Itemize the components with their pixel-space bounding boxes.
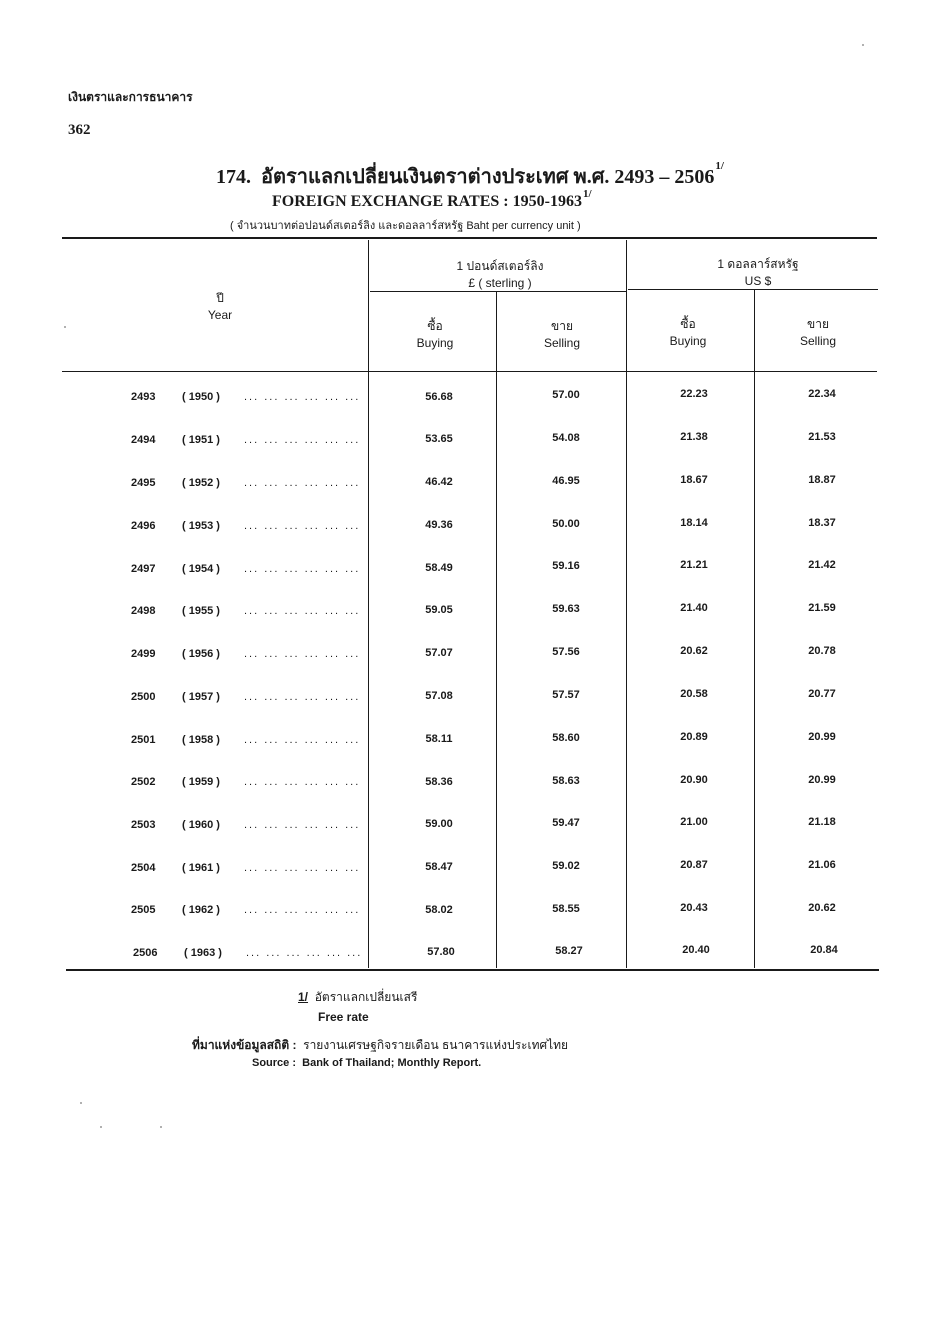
usd-buying-value: 20.90: [680, 774, 708, 786]
year-be: 2498: [131, 605, 156, 617]
gbp-selling-value: 50.00: [552, 518, 580, 530]
usd-buying-value: 20.40: [682, 944, 710, 956]
gbp-buying-value: 56.68: [425, 391, 453, 403]
gbp-selling-value: 59.02: [552, 860, 580, 872]
table-subtitle: ( จำนวนบาทต่อปอนด์สเตอร์ลิง และดอลลาร์สหรัฐ Baht per currency unit ): [230, 220, 581, 232]
year-be: 2500: [131, 691, 156, 703]
gbp-selling-value: 57.57: [552, 689, 580, 701]
subheader-english: Buying: [669, 334, 707, 348]
gbp-selling-value: 59.63: [552, 603, 580, 615]
usd-buying-value: 20.62: [680, 645, 708, 657]
source-text-english: Bank of Thailand; Monthly Report.: [302, 1057, 482, 1069]
title-thai-note: 1/: [715, 160, 724, 172]
leader-dots: ... ... ... ... ... ...: [244, 477, 361, 489]
leader-dots: ... ... ... ... ... ...: [244, 648, 361, 660]
usd-selling-value: 20.99: [808, 774, 836, 786]
gbp-buying-value: 57.07: [425, 647, 453, 659]
usd-selling-value: 18.87: [808, 474, 836, 486]
gbp-selling-value: 46.95: [552, 475, 580, 487]
group-header-sterling-thai: 1 ปอนด์สเตอร์ลิง: [456, 259, 544, 273]
gbp-selling-value: 58.60: [552, 732, 580, 744]
page-number: 362: [68, 122, 91, 138]
footnote-marker: 1/: [298, 990, 309, 1004]
table-bottom-rule: [66, 969, 879, 971]
gbp-buying-value: 58.49: [425, 562, 453, 574]
year-be: 2493: [131, 391, 156, 403]
source-label-thai: ที่มาแห่งข้อมูลสถิติ :: [192, 1038, 297, 1052]
subheader-english: Selling: [799, 334, 837, 348]
col-divider-usd: [626, 240, 627, 968]
year-ad: ( 1952 ): [182, 477, 220, 489]
source-label-english: Source :: [252, 1057, 297, 1069]
usd-selling-value: 21.59: [808, 602, 836, 614]
subheader-thai: ซื้อ: [427, 319, 443, 333]
usd-selling-value: 20.62: [808, 902, 836, 914]
usd-buying-value: 21.21: [680, 559, 708, 571]
gbp-buying-value: 59.00: [425, 818, 453, 830]
usd-selling-value: 21.42: [808, 559, 836, 571]
usd-buying-value: 18.67: [680, 474, 708, 486]
leader-dots: ... ... ... ... ... ...: [244, 563, 361, 575]
scan-speck: [100, 1126, 102, 1128]
year-be: 2506: [133, 947, 158, 959]
gbp-selling-value: 54.08: [552, 432, 580, 444]
leader-dots: ... ... ... ... ... ...: [244, 434, 361, 446]
leader-dots: ... ... ... ... ... ...: [244, 776, 361, 788]
gbp-buying-value: 58.47: [425, 861, 453, 873]
leader-dots: ... ... ... ... ... ...: [244, 605, 361, 617]
year-be: 2501: [131, 734, 156, 746]
usd-selling-value: 20.77: [808, 688, 836, 700]
gbp-selling-value: 59.47: [552, 817, 580, 829]
scan-speck: [64, 326, 66, 328]
leader-dots: ... ... ... ... ... ...: [244, 520, 361, 532]
year-ad: ( 1958 ): [182, 734, 220, 746]
scan-speck: [160, 1126, 162, 1128]
gbp-selling-value: 57.56: [552, 646, 580, 658]
usd-selling-value: 21.18: [808, 816, 836, 828]
source-thai-line: [192, 1036, 568, 1055]
year-header-thai: ปี: [216, 291, 224, 305]
usd-buying-value: 20.87: [680, 859, 708, 871]
group-header-dollar-english: US $: [744, 274, 772, 288]
gbp-buying-value: 46.42: [425, 476, 453, 488]
year-ad: ( 1960 ): [182, 819, 220, 831]
gbp-buying-value: 57.08: [425, 690, 453, 702]
gbp-selling-value: 59.16: [552, 560, 580, 572]
usd-buying-value: 20.43: [680, 902, 708, 914]
section-header: เงินตราและการธนาคาร: [68, 90, 193, 104]
source-english-line: [252, 1057, 481, 1069]
usd-buying-value: 20.89: [680, 731, 708, 743]
year-ad: ( 1955 ): [182, 605, 220, 617]
footnote-english: Free rate: [318, 1010, 369, 1024]
footnote-thai: อัตราแลกเปลี่ยนเสรี: [314, 990, 418, 1004]
gbp-buying-value: 59.05: [425, 604, 453, 616]
gbp-selling-value: 57.00: [552, 389, 580, 401]
usd-selling-value: 20.78: [808, 645, 836, 657]
leader-dots: ... ... ... ... ... ...: [244, 391, 361, 403]
col-divider-year: [368, 240, 369, 968]
scan-speck: [862, 44, 864, 46]
usd-selling-value: 18.37: [808, 517, 836, 529]
subheader-thai: ขาย: [551, 319, 573, 333]
year-be: 2496: [131, 520, 156, 532]
leader-dots: ... ... ... ... ... ...: [244, 904, 361, 916]
table-title-thai: [216, 160, 724, 192]
subheader-thai: ขาย: [807, 317, 829, 331]
table-number: 174.: [216, 166, 251, 188]
title-english-note: 1/: [582, 188, 592, 200]
title-thai-text: อัตราแลกเปลี่ยนเงินตราต่างประเทศ พ.ศ. 2493 – 2506: [261, 166, 715, 188]
year-ad: ( 1951 ): [182, 434, 220, 446]
table-top-rule: [62, 237, 877, 239]
group-header-dollar: [648, 256, 868, 290]
subheader-english: Buying: [416, 336, 454, 350]
year-header: [150, 290, 290, 324]
year-ad: ( 1957 ): [182, 691, 220, 703]
source-text-thai: รายงานเศรษฐกิจรายเดือน ธนาคารแห่งประเทศไทย: [303, 1038, 569, 1052]
group-header-dollar-thai: 1 ดอลลาร์สหรัฐ: [717, 257, 799, 271]
year-be: 2499: [131, 648, 156, 660]
year-be: 2503: [131, 819, 156, 831]
subheader-thai: ซื้อ: [680, 317, 696, 331]
subheader-usd-selling: [768, 316, 868, 350]
usd-buying-value: 20.58: [680, 688, 708, 700]
gbp-buying-value: 57.80: [427, 946, 455, 958]
gbp-buying-value: 58.11: [425, 733, 453, 745]
usd-buying-value: 18.14: [680, 517, 708, 529]
scan-speck: [80, 1102, 82, 1104]
year-ad: ( 1959 ): [182, 776, 220, 788]
leader-dots: ... ... ... ... ... ...: [246, 947, 363, 959]
usd-selling-value: 21.06: [808, 859, 836, 871]
usd-buying-value: 21.40: [680, 602, 708, 614]
year-be: 2502: [131, 776, 156, 788]
subheader-gbp-buying: [385, 318, 485, 352]
gbp-buying-value: 53.65: [425, 433, 453, 445]
year-be: 2505: [131, 904, 156, 916]
year-ad: ( 1961 ): [182, 862, 220, 874]
gbp-buying-value: 58.36: [425, 776, 453, 788]
leader-dots: ... ... ... ... ... ...: [244, 819, 361, 831]
usd-buying-value: 21.38: [680, 431, 708, 443]
usd-selling-value: 22.34: [808, 388, 836, 400]
gbp-buying-value: 49.36: [425, 519, 453, 531]
leader-dots: ... ... ... ... ... ...: [244, 734, 361, 746]
col-divider-usd-sell: [754, 290, 755, 968]
year-ad: ( 1956 ): [182, 648, 220, 660]
year-be: 2497: [131, 563, 156, 575]
usd-buying-value: 21.00: [680, 816, 708, 828]
year-ad: ( 1950 ): [182, 391, 220, 403]
year-be: 2494: [131, 434, 156, 446]
gbp-selling-value: 58.55: [552, 903, 580, 915]
footnote-thai-line: [298, 988, 417, 1007]
gbp-selling-value: 58.27: [555, 945, 583, 957]
leader-dots: ... ... ... ... ... ...: [244, 862, 361, 874]
year-be: 2504: [131, 862, 156, 874]
usd-selling-value: 20.84: [810, 944, 838, 956]
year-ad: ( 1962 ): [182, 904, 220, 916]
usd-selling-value: 20.99: [808, 731, 836, 743]
year-ad: ( 1954 ): [182, 563, 220, 575]
year-ad: ( 1963 ): [184, 947, 222, 959]
col-divider-gbp-sell: [496, 292, 497, 968]
year-header-english: Year: [207, 308, 233, 322]
subheader-gbp-selling: [512, 318, 612, 352]
leader-dots: ... ... ... ... ... ...: [244, 691, 361, 703]
gbp-selling-value: 58.63: [552, 775, 580, 787]
group-header-sterling: [390, 258, 610, 292]
usd-selling-value: 21.53: [808, 431, 836, 443]
group-header-sterling-english: £ ( sterling ): [468, 276, 532, 290]
gbp-buying-value: 58.02: [425, 904, 453, 916]
subheader-usd-buying: [638, 316, 738, 350]
title-english-text: FOREIGN EXCHANGE RATES : 1950-1963: [272, 193, 582, 210]
usd-buying-value: 22.23: [680, 388, 708, 400]
subheader-english: Selling: [543, 336, 581, 350]
table-title-english: [272, 188, 592, 211]
year-be: 2495: [131, 477, 156, 489]
year-ad: ( 1953 ): [182, 520, 220, 532]
